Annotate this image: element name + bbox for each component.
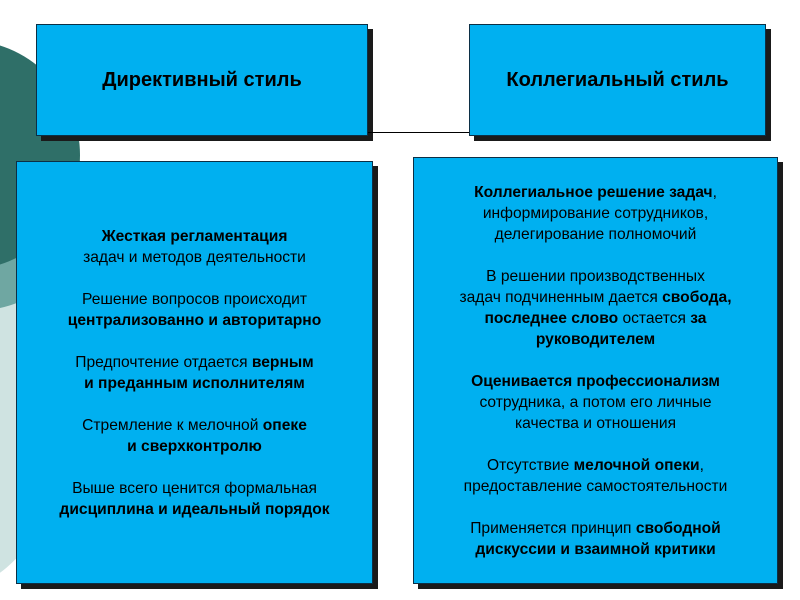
trait-text: , xyxy=(712,183,717,201)
collegial-style-title: Коллегиальный стиль xyxy=(506,68,729,91)
trait-text: качества и отношения xyxy=(514,414,677,432)
trait-text-bold: опеке xyxy=(262,416,307,434)
trait-text-bold: и сверхконтролю xyxy=(127,437,262,455)
trait-item xyxy=(21,289,368,331)
trait-text: делегирование полномочий xyxy=(494,225,697,243)
trait-text-bold: дискуссии и взаимной критики xyxy=(475,540,716,558)
trait-text: Стремление к мелочной xyxy=(82,416,263,434)
trait-text-bold: централизованно и авторитарно xyxy=(67,311,322,329)
trait-text-bold: Жесткая регламентация xyxy=(101,227,288,245)
trait-item xyxy=(21,352,368,394)
trait-text: Применяется принцип xyxy=(470,519,636,537)
trait-text: В решении производственных xyxy=(486,267,705,285)
trait-text: задач и методов деятельности xyxy=(83,248,306,266)
trait-text: сотрудника, а потом его личные xyxy=(479,393,712,411)
trait-item xyxy=(418,518,773,560)
paragraph-gap xyxy=(418,434,773,455)
trait-text-bold: Коллегиальное решение задач xyxy=(474,183,713,201)
trait-text-bold: Оценивается профессионализм xyxy=(471,372,720,390)
trait-text-bold: и преданным исполнителям xyxy=(84,374,305,392)
trait-text: задач подчиненным дается xyxy=(459,288,663,306)
trait-item xyxy=(21,415,368,457)
directive-style-header xyxy=(36,24,368,136)
trait-item xyxy=(418,455,773,497)
collegial-style-traits xyxy=(413,157,778,584)
paragraph-gap xyxy=(418,350,773,371)
paragraph-gap xyxy=(21,331,368,352)
trait-text-bold: дисциплина и идеальный порядок xyxy=(59,500,330,518)
trait-text-bold: свободной xyxy=(635,519,721,537)
trait-item xyxy=(418,182,773,245)
trait-text: остается xyxy=(618,309,691,327)
trait-text: предоставление самостоятельности xyxy=(463,477,728,495)
paragraph-gap xyxy=(418,497,773,518)
trait-text-bold: верным xyxy=(251,353,314,371)
paragraph-gap xyxy=(21,457,368,478)
trait-text-bold: последнее слово xyxy=(484,309,619,327)
header-connector-line xyxy=(368,132,469,133)
trait-item xyxy=(418,371,773,434)
trait-text-bold: за xyxy=(690,309,707,327)
trait-item xyxy=(21,226,368,268)
trait-text-bold: мелочной опеки xyxy=(573,456,700,474)
trait-text: информирование сотрудников, xyxy=(482,204,709,222)
trait-text: Выше всего ценится формальная xyxy=(72,479,317,497)
trait-text-bold: свобода, xyxy=(662,288,732,306)
trait-text: Отсутствие xyxy=(487,456,574,474)
paragraph-gap xyxy=(418,245,773,266)
trait-text: , xyxy=(699,456,704,474)
directive-style-traits xyxy=(16,161,373,584)
trait-item xyxy=(21,478,368,520)
directive-style-title: Директивный стиль xyxy=(102,68,302,91)
trait-text: Решение вопросов происходит xyxy=(82,290,307,308)
collegial-style-header xyxy=(469,24,766,136)
paragraph-gap xyxy=(21,394,368,415)
trait-item xyxy=(418,266,773,350)
trait-text: Предпочтение отдается xyxy=(75,353,252,371)
paragraph-gap xyxy=(21,268,368,289)
trait-text-bold: руководителем xyxy=(535,330,656,348)
